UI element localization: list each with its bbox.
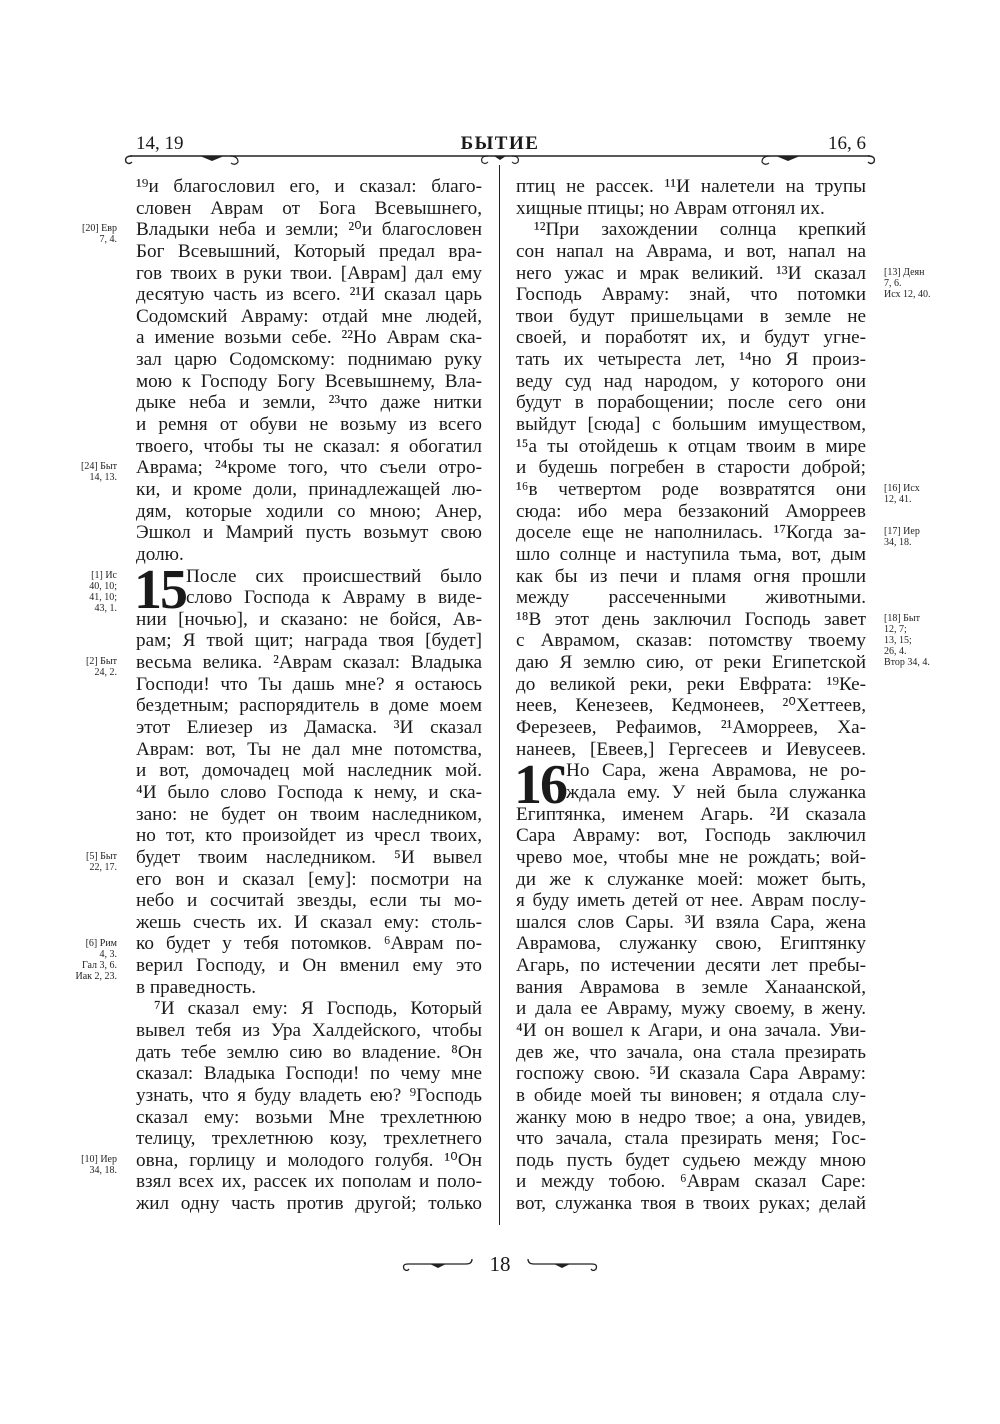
cross-reference-line: 26, 4. bbox=[884, 646, 907, 657]
text-line: жил одну часть против другой; только bbox=[136, 1193, 482, 1215]
text-line: нанеев, [Евеев,] Гергесеев и Иевусеев. bbox=[516, 738, 866, 760]
cross-reference-note bbox=[40, 570, 117, 614]
text-line: ¹⁹и благословил его, и сказал: благо- bbox=[136, 176, 482, 197]
text-line: его вон и сказал [ему]: посмотри на bbox=[136, 868, 482, 890]
text-line: тать их четыреста лет, ¹⁴но Я произ- bbox=[516, 349, 866, 371]
text-line: будет твоим наследником. ⁵И вывел bbox=[136, 846, 482, 868]
cross-reference-line: Исх 12, 40. bbox=[884, 288, 931, 300]
text-line: но тот, кто произойдет из чресл твоих, bbox=[136, 825, 482, 847]
cross-reference-line: [5] Быт bbox=[86, 851, 117, 863]
text-line: и вот, домочадец мой наследник мой. bbox=[136, 760, 482, 782]
cross-reference-line: 4, 3. bbox=[99, 948, 117, 960]
cross-reference-line: [20] Евр bbox=[82, 223, 117, 235]
text-line: дать тебе землю сию во владение. ⁸Он bbox=[136, 1041, 482, 1063]
text-line: Аврамова, служанку свою, Египтянку bbox=[516, 933, 866, 955]
text-line: Но Сара, жена Аврамова, не ро- bbox=[566, 760, 866, 782]
text-line: до великой реки, реки Евфрата: ¹⁹Ке- bbox=[516, 673, 866, 695]
cross-reference-line: [13] Деян bbox=[884, 266, 925, 278]
text-line: а имение возьми себе. ²²Но Аврам ска- bbox=[136, 327, 482, 349]
text-line: Господь Авраму: знай, что потомки bbox=[516, 284, 866, 306]
text-line: Аврам: вот, Ты не дал мне потомства, bbox=[136, 738, 482, 760]
cross-reference-line: [24] Быт bbox=[81, 461, 117, 473]
header-left-reference: 14, 19 bbox=[136, 133, 184, 154]
text-line: дыке неба и земли, ²³что даже нитки bbox=[136, 392, 482, 414]
text-line: Сара Авраму: вот, Господь заключил bbox=[516, 825, 866, 847]
cross-reference-note bbox=[884, 613, 930, 668]
text-line: в праведность. bbox=[136, 976, 256, 998]
text-line: и дала ее Авраму, мужу своему, в жену. bbox=[516, 998, 866, 1020]
text-line: в обиде моей ты виновен; я отдала слу- bbox=[516, 1084, 866, 1106]
text-line: будут в порабощении; после сего они bbox=[516, 392, 866, 414]
cross-reference-line: 24, 2. bbox=[94, 667, 117, 679]
text-line: Содомский Авраму: отдай мне людей, bbox=[136, 305, 482, 327]
text-line: верил Господу, и Он вменил ему это bbox=[136, 955, 482, 977]
text-line: как бы из печи и пламя огня прошли bbox=[516, 565, 866, 587]
page-number: 18 bbox=[489, 1252, 511, 1276]
text-line: ¹⁶в четвертом роде возвратятся они bbox=[516, 478, 866, 500]
text-line: госпожу свою. ⁵И сказала Сара Авраму: bbox=[516, 1063, 866, 1085]
text-line: Владыки неба и земли; ²⁰и благословен bbox=[136, 219, 482, 241]
text-line: твоего, чтобы ты не сказал: я обогатил bbox=[136, 435, 482, 457]
text-line: десятую часть из всего. ²¹И сказал царь bbox=[136, 284, 482, 306]
cross-reference-note bbox=[40, 851, 117, 873]
cross-reference-note bbox=[40, 223, 117, 245]
text-line: с Аврамом, сказав: потомству твоему bbox=[516, 630, 866, 652]
cross-reference-line: [6] Рим bbox=[85, 937, 117, 949]
text-line: вания Аврамова в земле Ханаанской, bbox=[516, 976, 866, 998]
text-line: и между тобою. ⁶Аврам сказал Саре: bbox=[516, 1171, 866, 1193]
cross-reference-note bbox=[884, 526, 920, 548]
cross-reference-line: [18] Быт bbox=[884, 613, 920, 624]
text-line: бездетным; распорядитель в доме моем bbox=[136, 695, 482, 717]
cross-reference-line: 14, 13. bbox=[89, 472, 117, 484]
cross-reference-note bbox=[884, 267, 931, 300]
text-line: веду суд над народом, у которого они bbox=[516, 370, 866, 392]
cross-reference-line: [10] Иер bbox=[81, 1154, 117, 1166]
text-line: Господи! что Ты дашь мне? я остаюсь bbox=[136, 673, 482, 695]
text-line: сюда: ибо мера беззаконий Аморреев bbox=[516, 500, 866, 522]
text-line: птиц не рассек. ¹¹И налетели на трупы bbox=[516, 176, 866, 197]
text-line: слово Господа к Авраму в виде- bbox=[186, 587, 482, 609]
text-line: этот Елиезер из Дамаска. ³И сказал bbox=[136, 717, 482, 739]
cross-reference-note bbox=[40, 938, 117, 982]
right-text-column bbox=[516, 176, 866, 1215]
cross-reference-line: 12, 7; bbox=[884, 624, 907, 635]
text-line: твои будут пришельцами в земле не bbox=[516, 305, 866, 327]
cross-reference-note bbox=[40, 1154, 117, 1176]
text-line: неев, Кенезеев, Кедмонеев, ²⁰Хеттеев, bbox=[516, 695, 866, 717]
text-line: ¹⁵а ты отойдешь к отцам твоим в мире bbox=[516, 435, 866, 457]
text-line: между рассеченными животными. bbox=[516, 587, 866, 609]
text-line: выйдут [сюда] с большим имуществом, bbox=[516, 414, 866, 436]
cross-reference-line: Иак 2, 23. bbox=[75, 970, 117, 982]
text-line: После сих происшествий было bbox=[186, 565, 482, 587]
cross-reference-line: 34, 18. bbox=[884, 537, 912, 549]
text-line: дев же, что зачала, она стала презирать bbox=[516, 1041, 866, 1063]
text-line: жешь счесть их. И сказал ему: столь- bbox=[136, 911, 482, 933]
text-line: вот, служанка твоя в твоих руках; делай bbox=[516, 1193, 866, 1215]
text-line: доселе еще не наполнилась. ¹⁷Когда за- bbox=[516, 522, 866, 544]
text-line: рам; Я твой щит; награда твоя [будет] bbox=[136, 630, 482, 652]
text-line: ⁴И было слово Господа к нему, и ска- bbox=[136, 781, 482, 803]
cross-reference-line: 43, 1. bbox=[94, 602, 117, 614]
text-line: ⁴И он вошел к Агари, и она зачала. Уви- bbox=[516, 1019, 866, 1041]
text-line: сказал: Владыка Господи! по чему мне bbox=[136, 1063, 482, 1085]
chapter-number-15: 15 bbox=[134, 558, 186, 621]
text-line: Аврама; ²⁴кроме того, что съели отро- bbox=[136, 457, 482, 479]
text-line: нии [ночью], и сказано: не бойся, Ав- bbox=[136, 608, 482, 630]
cross-reference-note bbox=[884, 483, 920, 505]
cross-reference-line: 12, 41. bbox=[884, 494, 912, 506]
text-line: шался слов Сары. ³И взяла Сара, жена bbox=[516, 911, 866, 933]
text-line: и будешь погребен в старости доброй; bbox=[516, 457, 866, 479]
cross-reference-line: Втор 34, 4. bbox=[884, 657, 930, 668]
cross-reference-line: 7, 4. bbox=[99, 234, 117, 246]
text-line: шло солнце и наступила тьма, вот, дым bbox=[516, 543, 866, 565]
cross-reference-note bbox=[40, 461, 117, 483]
text-line: Ферезеев, Рефаимов, ²¹Аморреев, Ха- bbox=[516, 717, 866, 739]
text-line: подь пусть будет судьею между мною bbox=[516, 1149, 866, 1171]
text-line: долю. bbox=[136, 543, 184, 565]
cross-reference-note bbox=[40, 656, 117, 678]
text-line: взял всех их, рассек их пополам и поло- bbox=[136, 1171, 482, 1193]
text-line: ки, и кроме доли, принадлежащей лю- bbox=[136, 478, 482, 500]
text-line: сказал ему: возьми Мне трехлетнюю bbox=[136, 1106, 482, 1128]
text-line: даю Я землю сию, от реки Египетской bbox=[516, 652, 866, 674]
text-line: ⁷И сказал ему: Я Господь, Который bbox=[154, 998, 482, 1020]
cross-reference-line: 34, 18. bbox=[89, 1165, 117, 1177]
text-line: Бог Всевышний, Который предал вра- bbox=[136, 240, 482, 262]
text-line: что зачала, стала презирать меня; Гос- bbox=[516, 1128, 866, 1150]
text-line: Эшкол и Мамрий пусть возьмут свою bbox=[136, 522, 482, 544]
text-line: словен Аврам от Бога Всевышнего, bbox=[136, 197, 482, 219]
text-line: ¹²При захождении солнца крепкий bbox=[534, 219, 866, 241]
cross-reference-line: 7, 6. bbox=[884, 277, 902, 289]
cross-reference-line: [17] Иер bbox=[884, 526, 920, 538]
text-line: ко будет у тебя потомков. ⁶Аврам по- bbox=[136, 933, 482, 955]
text-line: своей, и поработят их, и будут угне- bbox=[516, 327, 866, 349]
text-line: мою к Господу Богу Всевышнему, Вла- bbox=[136, 370, 482, 392]
cross-reference-line: 41, 10; bbox=[89, 591, 117, 603]
text-line: ди же к служанке моей: может быть, bbox=[516, 868, 866, 890]
text-line: и ремня от обуви не возьму из всего bbox=[136, 414, 482, 436]
text-line: овна, горлицу и молодого голубя. ¹⁰Он bbox=[136, 1149, 482, 1171]
text-line: дям, которые ходили со мною; Анер, bbox=[136, 500, 482, 522]
text-line: Египтянка, именем Агарь. ²И сказала bbox=[516, 803, 866, 825]
text-line: зано: не будет он твоим наследником, bbox=[136, 803, 482, 825]
text-line: Агарь, по истечении десяти лет пребы- bbox=[516, 955, 866, 977]
text-line: сон напал на Аврама, и вот, напал на bbox=[516, 240, 866, 262]
text-line: я буду иметь детей от нее. Аврам послу- bbox=[516, 890, 866, 912]
text-line: гов твоих в руки твои. [Аврам] дал ему bbox=[136, 262, 482, 284]
chapter-number-16: 16 bbox=[514, 753, 566, 816]
header-right-reference: 16, 6 bbox=[828, 133, 866, 154]
text-line: весьма велика. ²Аврам сказал: Владыка bbox=[136, 652, 482, 674]
cross-reference-line: 40, 10; bbox=[89, 580, 117, 592]
cross-reference-line: Гал 3, 6. bbox=[81, 959, 117, 971]
column-divider bbox=[499, 165, 500, 1225]
left-text-column bbox=[136, 176, 482, 1215]
text-line: телицу, трехлетнюю козу, трехлетнего bbox=[136, 1128, 482, 1150]
text-line: чрево мое, чтобы мне не рождать; вой- bbox=[516, 846, 866, 868]
cross-reference-line: 22, 17. bbox=[89, 862, 117, 874]
text-line: ¹⁸В этот день заключил Господь завет bbox=[516, 608, 866, 630]
cross-reference-line: [2] Быт bbox=[86, 656, 117, 668]
cross-reference-line: [16] Исх bbox=[884, 483, 920, 495]
text-line: жанку мою в недро твое; а она, увидев, bbox=[516, 1106, 866, 1128]
header-ornament-rule bbox=[110, 148, 890, 170]
cross-reference-line: [1] Ис bbox=[91, 569, 117, 581]
text-line: хищные птицы; но Аврам отгонял их. bbox=[516, 197, 825, 219]
text-line: ждала ему. У ней была служанка bbox=[566, 781, 866, 803]
cross-reference-line: 13, 15; bbox=[884, 635, 912, 646]
text-line: вывел тебя из Ура Халдейского, чтобы bbox=[136, 1019, 482, 1041]
text-line: зал царю Содомскому: поднимаю руку bbox=[136, 349, 482, 371]
text-line: узнать, что я буду владеть ею? ⁹Господь bbox=[136, 1084, 482, 1106]
text-line: небо и сосчитай звезды, если ты мо- bbox=[136, 890, 482, 912]
book-title: БЫТИЕ bbox=[460, 133, 540, 154]
text-line: него ужас и мрак великий. ¹³И сказал bbox=[516, 262, 866, 284]
